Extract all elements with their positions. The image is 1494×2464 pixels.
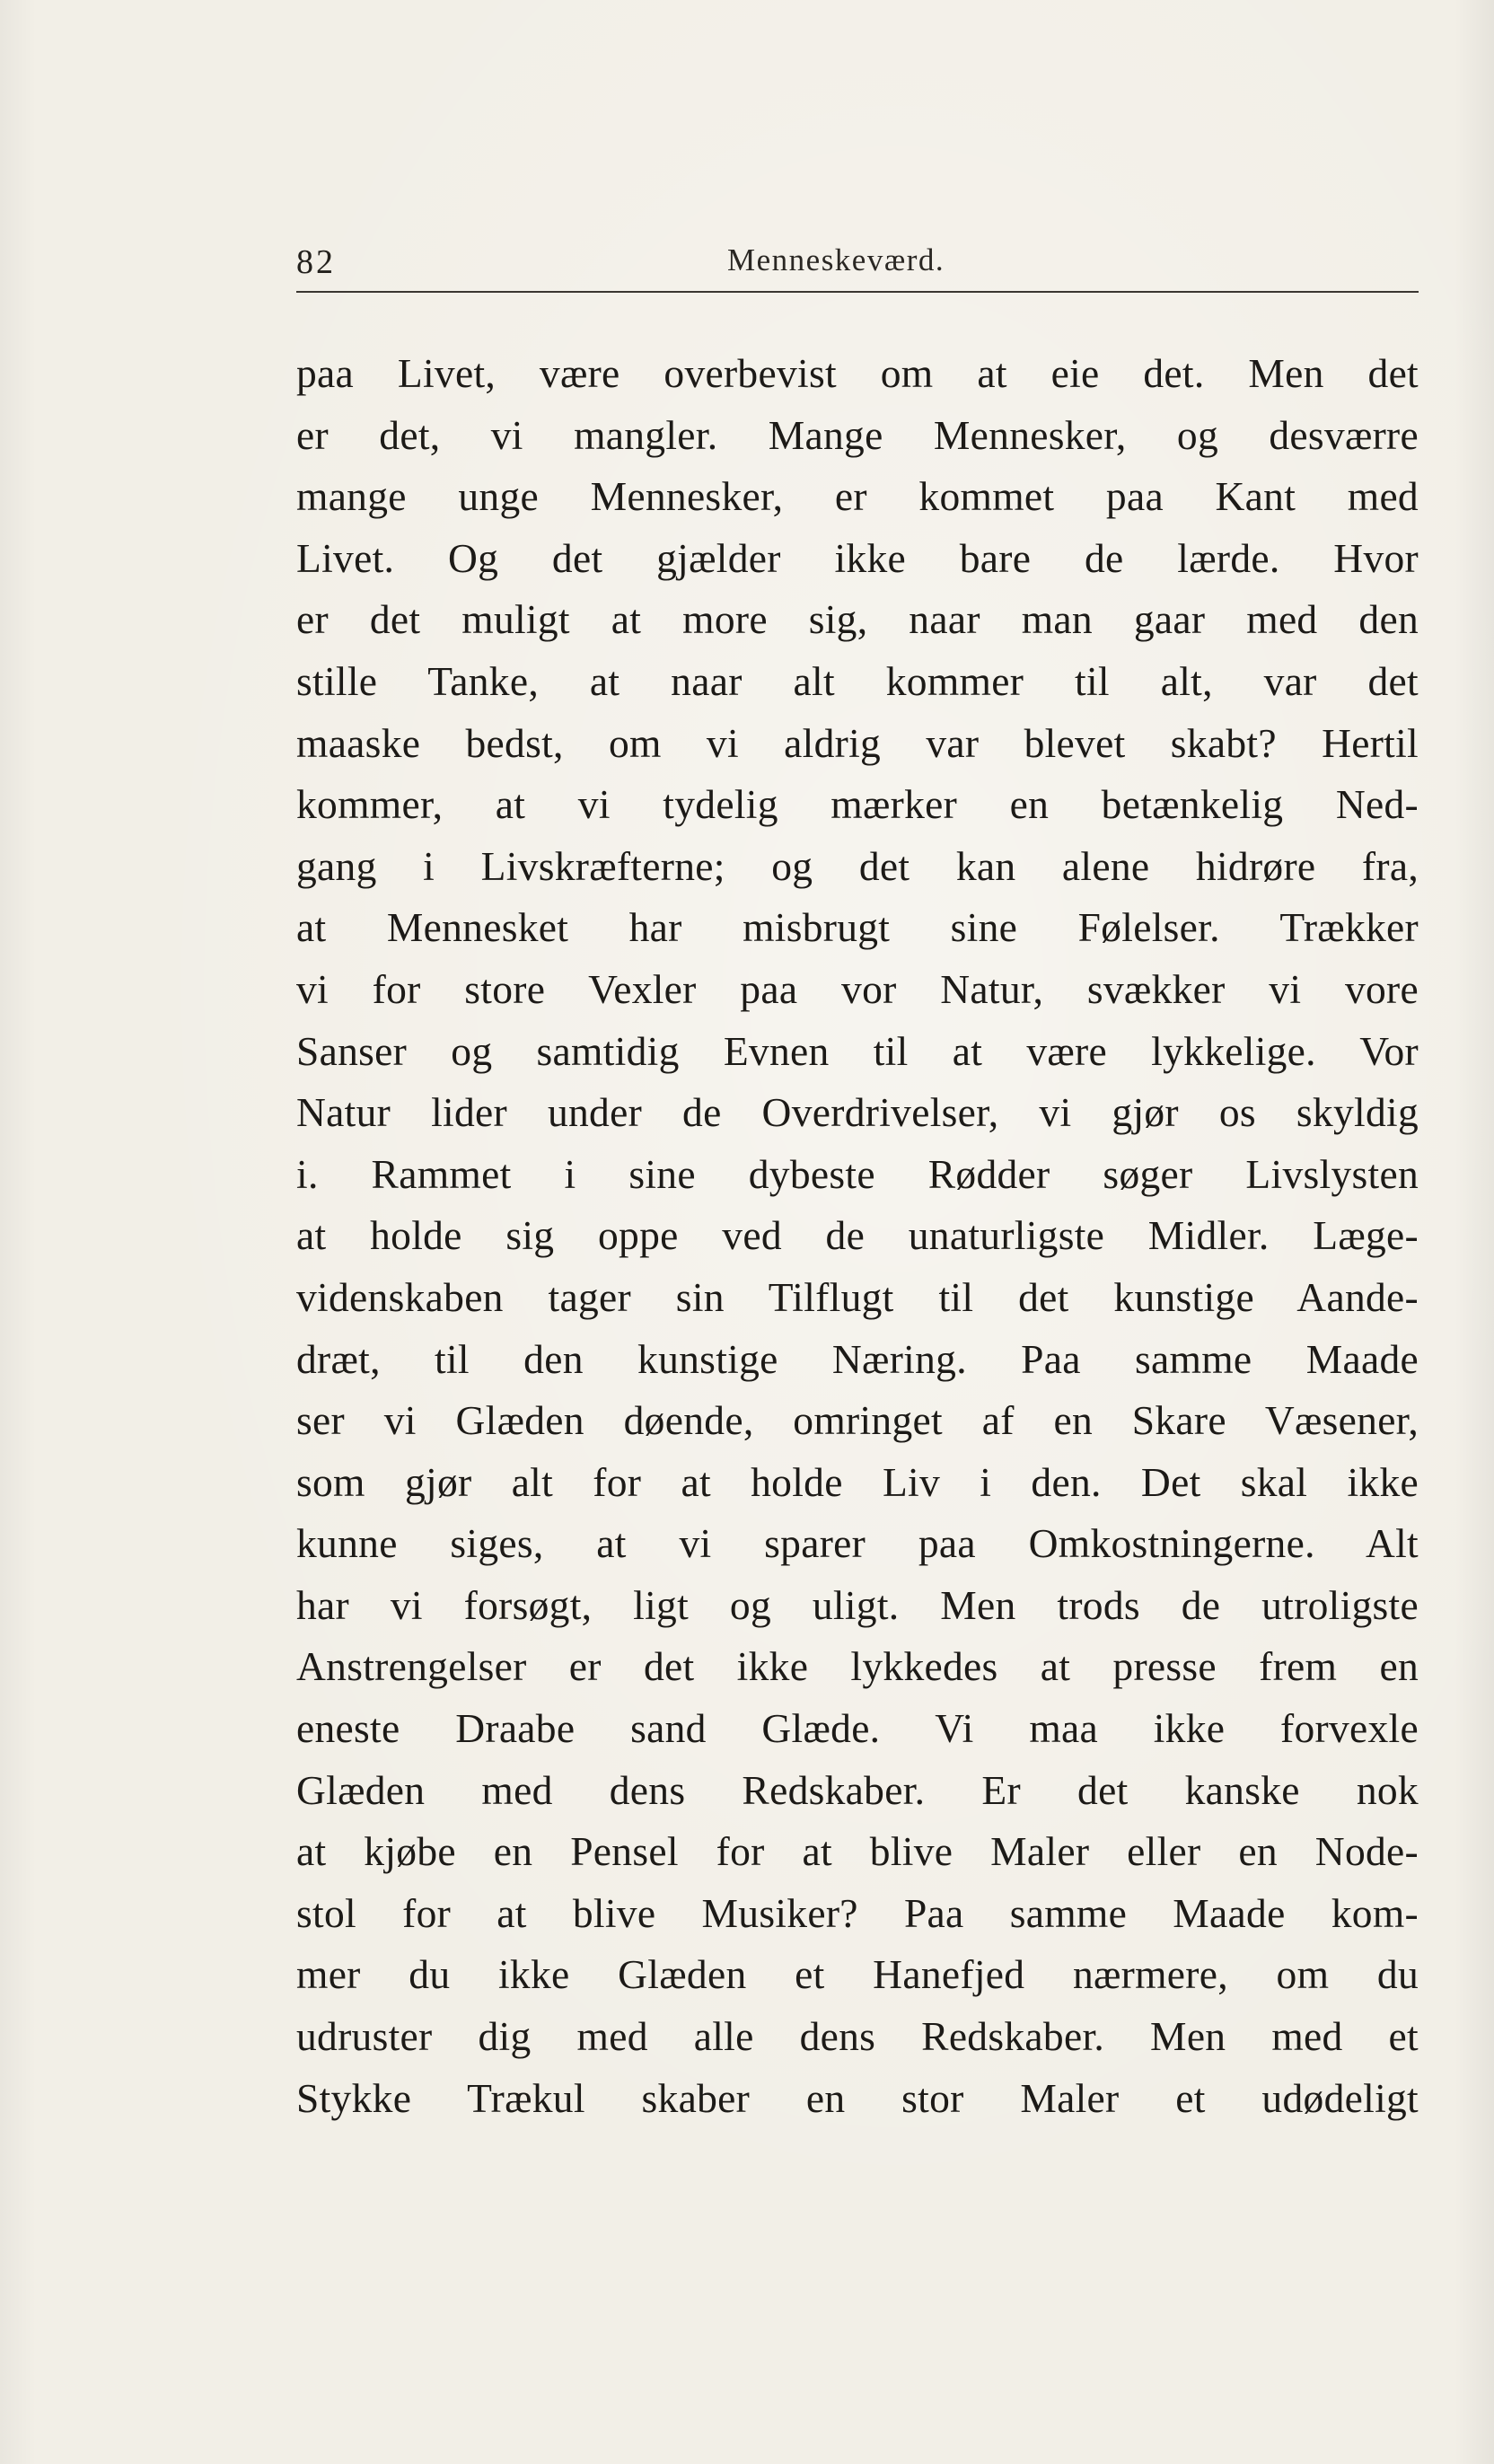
text-line: videnskaben tager sin Tilflugt til det kunstige Aande- [296, 1273, 1419, 1320]
text-line: har vi forsøgt, ligt og uligt. Men trods de utroligste [296, 1581, 1419, 1628]
text-line: stille Tanke, at naar alt kommer til alt, var det [296, 657, 1419, 704]
page-number: 82 [296, 243, 336, 281]
running-head: Menneskeværd. [727, 242, 945, 277]
text-line: Anstrengelser er det ikke lykkedes at presse frem en [296, 1643, 1419, 1690]
text-line: i. Rammet i sine dybeste Rødder søger Livslysten [296, 1150, 1419, 1197]
text-line: er det, vi mangler. Mange Mennesker, og desværre [296, 411, 1419, 458]
text-line: at holde sig oppe ved de unaturligste Midler. Læge- [296, 1212, 1419, 1259]
text-line: at Mennesket har misbrugt sine Følelser. Trækker [296, 904, 1419, 951]
body-text [296, 343, 1419, 2129]
text-line: mer du ikke Glæden et Hanefjed nærmere, om du [296, 1951, 1419, 1998]
text-line: Livet. Og det gjælder ikke bare de lærde. Hvor [296, 534, 1419, 581]
text-line: Glæden med dens Redskaber. Er det kanske nok [296, 1766, 1419, 1813]
text-line: at kjøbe en Pensel for at blive Maler eller en Node- [296, 1828, 1419, 1875]
text-line: paa Livet, være overbevist om at eie det. Men det [296, 350, 1419, 396]
text-line: Stykke Trækul skaber en stor Maler et udødeligt [296, 2074, 1419, 2121]
text-line: kunne siges, at vi sparer paa Omkostningerne. Alt [296, 1520, 1419, 1567]
text-line: kommer, at vi tydelig mærker en betænkelig Ned- [296, 781, 1419, 828]
text-line: vi for store Vexler paa vor Natur, svækker vi vore [296, 965, 1419, 1012]
page-header [296, 232, 1419, 286]
text-line: maaske bedst, om vi aldrig var blevet skabt? Hertil [296, 719, 1419, 766]
text-line: eneste Draabe sand Glæde. Vi maa ikke forvexle [296, 1705, 1419, 1752]
text-line: som gjør alt for at holde Liv i den. Det skal ikke [296, 1458, 1419, 1505]
text-line: er det muligt at more sig, naar man gaar med den [296, 596, 1419, 643]
text-line: Natur lider under de Overdrivelser, vi gjør os skyldig [296, 1089, 1419, 1136]
header-rule [296, 291, 1419, 293]
text-line: mange unge Mennesker, er kommet paa Kant med [296, 473, 1419, 520]
text-line: dræt, til den kunstige Næring. Paa samme Maade [296, 1335, 1419, 1382]
text-line: gang i Livskræfterne; og det kan alene hidrøre fra, [296, 842, 1419, 889]
text-line: ser vi Glæden døende, omringet af en Skare Væsener, [296, 1397, 1419, 1444]
text-line: stol for at blive Musiker? Paa samme Maade kom- [296, 1889, 1419, 1936]
text-line: udruster dig med alle dens Redskaber. Men med et [296, 2013, 1419, 2060]
text-line: Sanser og samtidig Evnen til at være lykkelige. Vor [296, 1027, 1419, 1074]
